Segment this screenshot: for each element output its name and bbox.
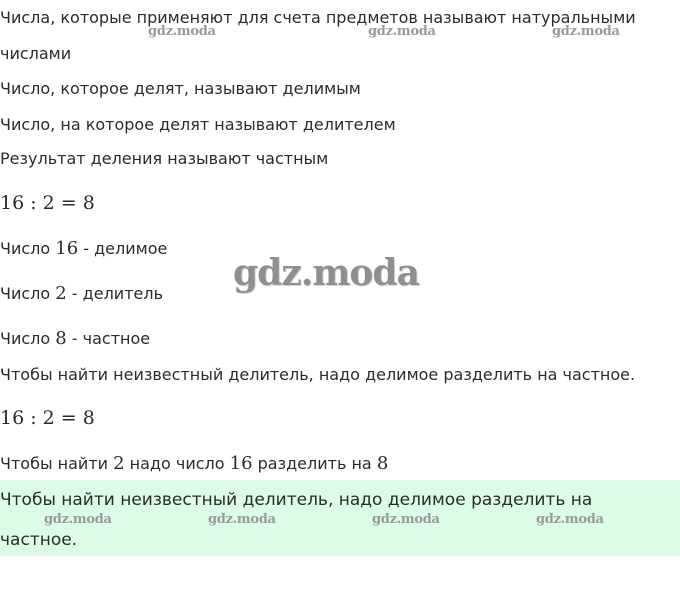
math-number: 16 bbox=[55, 238, 79, 259]
watermark: gdz.moda bbox=[372, 512, 440, 527]
text-line: Число, которое делят, называют делимым bbox=[0, 79, 361, 98]
math-number: 8 bbox=[55, 328, 67, 349]
math-number: 8 bbox=[376, 453, 389, 474]
equation: 16 : 2 = 8 bbox=[0, 407, 95, 429]
equation: 16 : 2 = 8 bbox=[0, 192, 95, 214]
text-line: Числа, которые применяют для счета предметов называют натуральными bbox=[0, 8, 636, 27]
text-span: Число bbox=[0, 239, 56, 258]
math-number: 2 bbox=[113, 453, 125, 474]
text-span: Число bbox=[0, 329, 56, 348]
text-line bbox=[0, 454, 388, 474]
text-span: разделить на bbox=[252, 454, 377, 473]
math-number: 2 bbox=[55, 283, 67, 304]
text-span: - делимое bbox=[78, 239, 168, 258]
text-span: - делитель bbox=[66, 284, 164, 303]
text-line bbox=[0, 284, 163, 304]
text-line bbox=[0, 329, 150, 349]
watermark: gdz.moda bbox=[552, 24, 620, 39]
text-span: - частное bbox=[66, 329, 151, 348]
watermark: gdz.moda bbox=[208, 512, 276, 527]
text-line bbox=[0, 239, 167, 259]
text-span: Чтобы найти bbox=[0, 454, 114, 473]
text-span: Число bbox=[0, 284, 56, 303]
text-line: числами bbox=[0, 44, 72, 63]
watermark: gdz.moda bbox=[148, 24, 216, 39]
watermark: gdz.moda bbox=[44, 512, 112, 527]
watermark: gdz.moda bbox=[536, 512, 604, 527]
text-line: Число, на которое делят называют делителем bbox=[0, 115, 396, 134]
text-line: Результат деления называют частным bbox=[0, 149, 329, 168]
answer-text: Чтобы найти неизвестный делитель, надо делимое разделить на частное. bbox=[0, 490, 593, 550]
math-number: 16 bbox=[229, 453, 253, 474]
watermark: gdz.moda bbox=[368, 24, 436, 39]
watermark-large: gdz.moda bbox=[233, 252, 419, 294]
text-span: надо число bbox=[124, 454, 230, 473]
text-line: Чтобы найти неизвестный делитель, надо делимое разделить на частное. bbox=[0, 365, 636, 384]
